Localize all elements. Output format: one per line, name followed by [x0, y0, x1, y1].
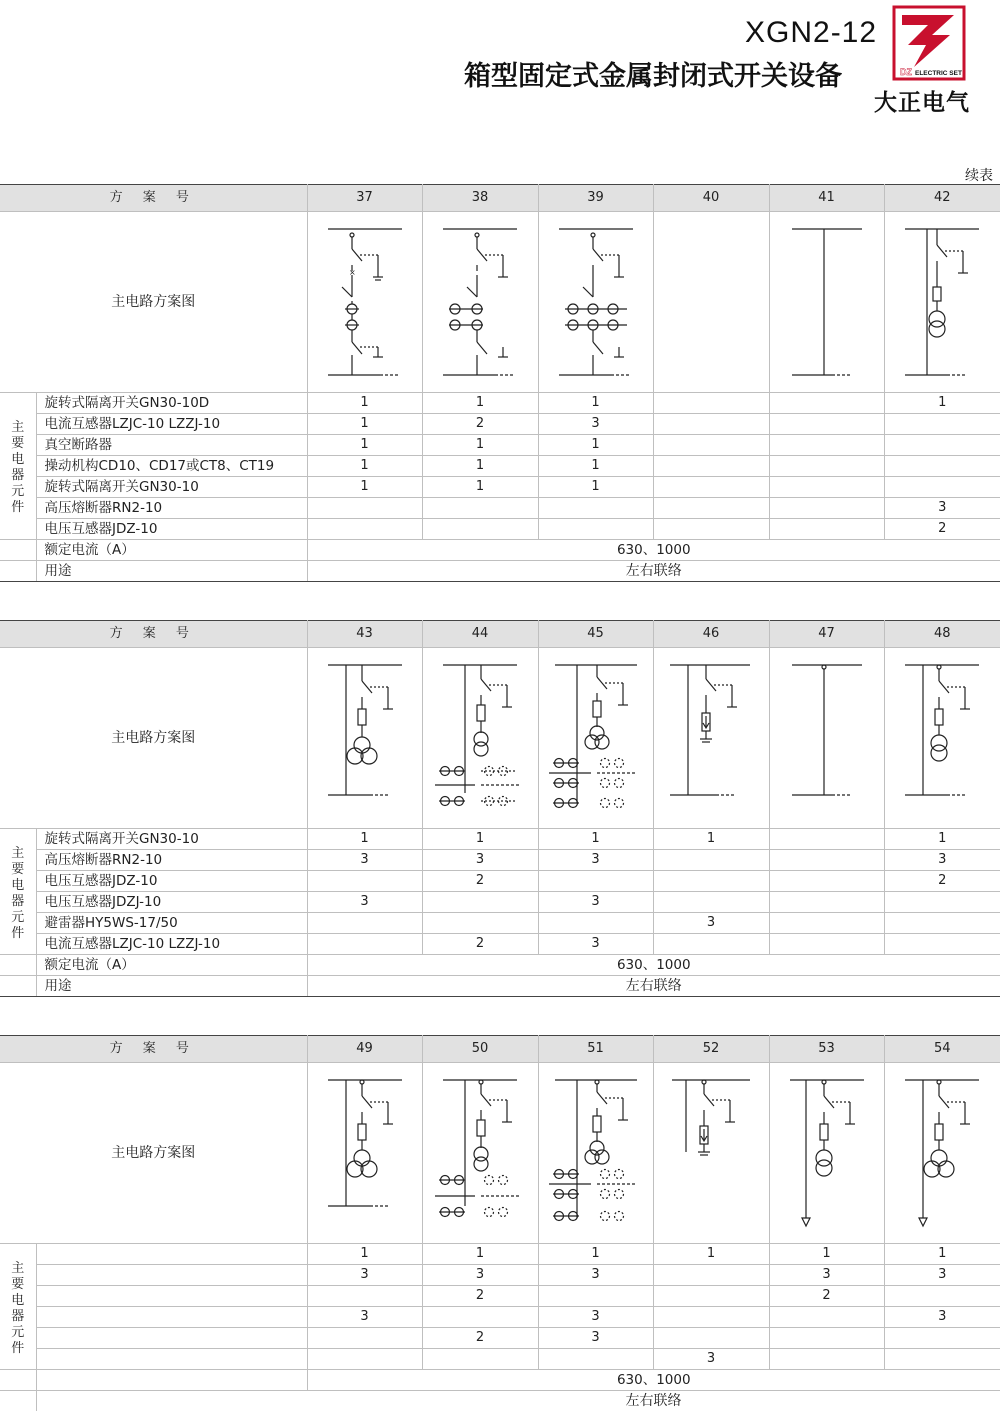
component-row	[0, 498, 1000, 519]
usage-label	[36, 1391, 307, 1411]
scheme-number: 39	[538, 185, 653, 212]
header-row	[0, 1036, 1000, 1063]
qty-cell	[769, 393, 884, 414]
circuit-diagram	[422, 1063, 538, 1244]
qty-cell: 3	[538, 1328, 653, 1349]
rated-current-row	[0, 1370, 1000, 1391]
qty-cell	[769, 1328, 884, 1349]
component-name: 高压熔断器RN2-10	[36, 850, 307, 871]
dz-logo	[892, 5, 966, 81]
scheme-number: 49	[307, 1036, 422, 1063]
plan-no-label: 方 案 号	[0, 1036, 307, 1063]
qty-cell: 1	[422, 829, 538, 850]
qty-cell	[653, 1286, 769, 1307]
qty-cell	[653, 477, 769, 498]
qty-cell	[307, 498, 422, 519]
qty-cell: 3	[307, 1265, 422, 1286]
component-row	[0, 519, 1000, 540]
circuit-diagram	[769, 212, 884, 393]
rated-current-value: 630、1000	[307, 1370, 1000, 1391]
qty-cell	[884, 1328, 1000, 1349]
component-row	[0, 1265, 1000, 1286]
component-name: 高压熔断器RN2-10	[36, 498, 307, 519]
qty-cell	[538, 498, 653, 519]
component-name: 电流互感器LZJC-10 LZZJ-10	[36, 934, 307, 955]
scheme-number: 50	[422, 1036, 538, 1063]
circuit-diagram-empty	[653, 212, 769, 393]
qty-cell: 3	[422, 1265, 538, 1286]
rated-current-label	[36, 1370, 307, 1391]
component-name: 电压互感器JDZ-10	[36, 871, 307, 892]
scheme-number: 43	[307, 621, 422, 648]
qty-cell	[653, 850, 769, 871]
qty-cell: 3	[307, 850, 422, 871]
qty-cell	[307, 913, 422, 934]
qty-cell	[538, 1349, 653, 1370]
component-row	[0, 414, 1000, 435]
qty-cell	[653, 393, 769, 414]
usage-row	[0, 561, 1000, 582]
qty-cell: 1	[769, 1244, 884, 1265]
qty-cell	[769, 829, 884, 850]
qty-cell: 3	[653, 1349, 769, 1370]
qty-cell	[884, 456, 1000, 477]
qty-cell	[307, 934, 422, 955]
usage-label: 用途	[36, 561, 307, 582]
qty-cell	[653, 1265, 769, 1286]
qty-cell: 3	[538, 1265, 653, 1286]
qty-cell: 1	[307, 829, 422, 850]
component-name: 避雷器HY5WS-17/50	[36, 913, 307, 934]
qty-cell	[538, 913, 653, 934]
qty-cell	[653, 934, 769, 955]
qty-cell: 1	[307, 393, 422, 414]
qty-cell: 1	[422, 456, 538, 477]
component-row	[0, 393, 1000, 414]
qty-cell	[422, 1349, 538, 1370]
scheme-number: 38	[422, 185, 538, 212]
diagram-row	[0, 648, 1000, 829]
qty-cell	[769, 1307, 884, 1328]
page-title: 箱型固定式金属封闭式开关设备	[464, 54, 842, 93]
circuit-diagram	[769, 648, 884, 829]
component-name: 电流互感器LZJC-10 LZZJ-10	[36, 414, 307, 435]
qty-cell	[653, 1307, 769, 1328]
qty-cell	[884, 892, 1000, 913]
circuit-diagram	[884, 212, 1000, 393]
component-name	[36, 1349, 307, 1370]
qty-cell: 1	[307, 477, 422, 498]
qty-cell: 1	[422, 393, 538, 414]
circuit-diagram	[653, 1063, 769, 1244]
plan-no-label: 方 案 号	[0, 185, 307, 212]
scheme-number: 46	[653, 621, 769, 648]
qty-cell	[769, 871, 884, 892]
scheme-number: 52	[653, 1036, 769, 1063]
component-row	[0, 456, 1000, 477]
qty-cell	[769, 477, 884, 498]
scheme-number: 54	[884, 1036, 1000, 1063]
component-row	[0, 913, 1000, 934]
qty-cell	[307, 1328, 422, 1349]
qty-cell: 1	[538, 829, 653, 850]
component-name: 旋转式隔离开关GN30-10	[36, 829, 307, 850]
scheme-number: 45	[538, 621, 653, 648]
circuit-diagram	[538, 212, 653, 393]
qty-cell	[307, 1349, 422, 1370]
qty-cell	[653, 519, 769, 540]
qty-cell	[307, 1286, 422, 1307]
qty-cell	[769, 913, 884, 934]
component-row	[0, 850, 1000, 871]
qty-cell	[769, 414, 884, 435]
component-name	[36, 1265, 307, 1286]
qty-cell	[884, 1286, 1000, 1307]
qty-cell	[422, 519, 538, 540]
scheme-number: 51	[538, 1036, 653, 1063]
qty-cell	[422, 892, 538, 913]
scheme-table-2	[0, 620, 1000, 997]
qty-cell	[422, 498, 538, 519]
qty-cell: 3	[538, 892, 653, 913]
qty-cell	[884, 1349, 1000, 1370]
qty-cell	[538, 1286, 653, 1307]
diagram-row	[0, 1063, 1000, 1244]
rated-current-row	[0, 540, 1000, 561]
scheme-number: 48	[884, 621, 1000, 648]
qty-cell: 2	[422, 1286, 538, 1307]
qty-cell	[422, 1307, 538, 1328]
scheme-number: 40	[653, 185, 769, 212]
circuit-diagram	[538, 1063, 653, 1244]
scheme-number: 47	[769, 621, 884, 648]
svg-text:DZ: DZ	[900, 67, 912, 77]
plan-no-label: 方 案 号	[0, 621, 307, 648]
qty-cell	[538, 519, 653, 540]
qty-cell	[653, 892, 769, 913]
qty-cell: 1	[653, 1244, 769, 1265]
circuit-diagram	[884, 1063, 1000, 1244]
qty-cell: 1	[538, 1244, 653, 1265]
component-name	[36, 1328, 307, 1349]
usage-value: 左右联络	[307, 976, 1000, 997]
component-name	[36, 1286, 307, 1307]
circuit-diagram	[307, 212, 422, 393]
qty-cell: 2	[769, 1286, 884, 1307]
usage-row	[0, 1391, 1000, 1411]
component-row	[0, 892, 1000, 913]
component-row	[0, 1349, 1000, 1370]
circuit-diagram	[307, 648, 422, 829]
qty-cell	[653, 414, 769, 435]
qty-cell: 3	[884, 1265, 1000, 1286]
rated-current-value: 630、1000	[307, 955, 1000, 976]
qty-cell: 2	[422, 1328, 538, 1349]
qty-cell: 3	[653, 913, 769, 934]
qty-cell	[538, 871, 653, 892]
qty-cell: 1	[653, 829, 769, 850]
diagram-row	[0, 212, 1000, 393]
main-components-label: 主 要 电 器 元 件	[0, 1244, 36, 1370]
circuit-diagram	[307, 1063, 422, 1244]
qty-cell	[884, 435, 1000, 456]
qty-cell	[653, 456, 769, 477]
header-row	[0, 621, 1000, 648]
scheme-number: 42	[884, 185, 1000, 212]
qty-cell	[653, 871, 769, 892]
qty-cell	[884, 414, 1000, 435]
qty-cell	[653, 498, 769, 519]
model-code: XGN2-12	[745, 16, 877, 50]
qty-cell: 2	[422, 934, 538, 955]
circuit-diagram	[422, 648, 538, 829]
qty-cell: 1	[884, 829, 1000, 850]
rated-current-label: 额定电流（A）	[36, 540, 307, 561]
scheme-number: 37	[307, 185, 422, 212]
component-row	[0, 1244, 1000, 1265]
qty-cell	[769, 892, 884, 913]
qty-cell: 1	[307, 456, 422, 477]
circuit-diagram	[769, 1063, 884, 1244]
qty-cell: 3	[307, 892, 422, 913]
qty-cell	[422, 913, 538, 934]
diagram-label: 主电路方案图	[0, 1063, 307, 1244]
qty-cell	[307, 519, 422, 540]
component-row	[0, 871, 1000, 892]
circuit-diagram	[653, 648, 769, 829]
qty-cell: 3	[422, 850, 538, 871]
rated-current-row	[0, 955, 1000, 976]
qty-cell: 1	[307, 1244, 422, 1265]
usage-value: 左右联络	[307, 1391, 1000, 1411]
usage-value: 左右联络	[307, 561, 1000, 582]
diagram-label: 主电路方案图	[0, 648, 307, 829]
component-name	[36, 1244, 307, 1265]
qty-cell: 1	[884, 393, 1000, 414]
scheme-number: 41	[769, 185, 884, 212]
component-name: 电压互感器JDZ-10	[36, 519, 307, 540]
qty-cell: 3	[538, 414, 653, 435]
scheme-table-1	[0, 184, 1000, 582]
rated-current-value: 630、1000	[307, 540, 1000, 561]
circuit-diagram	[422, 212, 538, 393]
qty-cell	[769, 498, 884, 519]
qty-cell	[769, 435, 884, 456]
circuit-diagram	[884, 648, 1000, 829]
qty-cell	[884, 477, 1000, 498]
qty-cell	[769, 1349, 884, 1370]
qty-cell: 1	[422, 1244, 538, 1265]
qty-cell: 2	[422, 414, 538, 435]
qty-cell	[769, 456, 884, 477]
qty-cell	[653, 435, 769, 456]
component-name: 旋转式隔离开关GN30-10	[36, 477, 307, 498]
qty-cell: 1	[422, 435, 538, 456]
scheme-number: 53	[769, 1036, 884, 1063]
main-components-label: 主 要 电 器 元 件	[0, 829, 36, 955]
svg-text:×: ×	[349, 268, 356, 277]
diagram-label: 主电路方案图	[0, 212, 307, 393]
qty-cell: 3	[769, 1265, 884, 1286]
svg-text:ELECTRIC SET: ELECTRIC SET	[915, 70, 962, 77]
component-name: 操动机构CD10、CD17或CT8、CT19	[36, 456, 307, 477]
qty-cell: 3	[538, 1307, 653, 1328]
brand-name: 大正电气	[874, 84, 970, 117]
qty-cell: 1	[538, 456, 653, 477]
qty-cell: 2	[422, 871, 538, 892]
scheme-table-3	[0, 1035, 1000, 1411]
qty-cell: 3	[538, 850, 653, 871]
qty-cell: 3	[307, 1307, 422, 1328]
qty-cell	[884, 913, 1000, 934]
qty-cell: 2	[884, 871, 1000, 892]
component-row	[0, 934, 1000, 955]
component-row	[0, 829, 1000, 850]
component-row	[0, 477, 1000, 498]
qty-cell	[307, 871, 422, 892]
usage-row	[0, 976, 1000, 997]
scheme-number: 44	[422, 621, 538, 648]
usage-label: 用途	[36, 976, 307, 997]
qty-cell: 1	[884, 1244, 1000, 1265]
component-name: 真空断路器	[36, 435, 307, 456]
component-row	[0, 435, 1000, 456]
qty-cell	[653, 1328, 769, 1349]
qty-cell	[769, 519, 884, 540]
rated-current-label: 额定电流（A）	[36, 955, 307, 976]
qty-cell: 1	[538, 435, 653, 456]
main-components-label: 主 要 电 器 元 件	[0, 393, 36, 540]
qty-cell: 1	[422, 477, 538, 498]
component-row	[0, 1286, 1000, 1307]
component-name	[36, 1307, 307, 1328]
component-name: 电压互感器JDZJ-10	[36, 892, 307, 913]
qty-cell: 1	[307, 414, 422, 435]
qty-cell: 1	[538, 477, 653, 498]
qty-cell	[884, 934, 1000, 955]
component-row	[0, 1328, 1000, 1349]
continued-label: 续表	[965, 165, 993, 185]
qty-cell	[769, 850, 884, 871]
qty-cell	[769, 934, 884, 955]
qty-cell: 1	[307, 435, 422, 456]
qty-cell: 3	[538, 934, 653, 955]
component-row	[0, 1307, 1000, 1328]
header-row	[0, 185, 1000, 212]
component-name: 旋转式隔离开关GN30-10D	[36, 393, 307, 414]
qty-cell: 3	[884, 850, 1000, 871]
qty-cell: 3	[884, 498, 1000, 519]
circuit-diagram	[538, 648, 653, 829]
qty-cell: 2	[884, 519, 1000, 540]
qty-cell: 3	[884, 1307, 1000, 1328]
qty-cell: 1	[538, 393, 653, 414]
